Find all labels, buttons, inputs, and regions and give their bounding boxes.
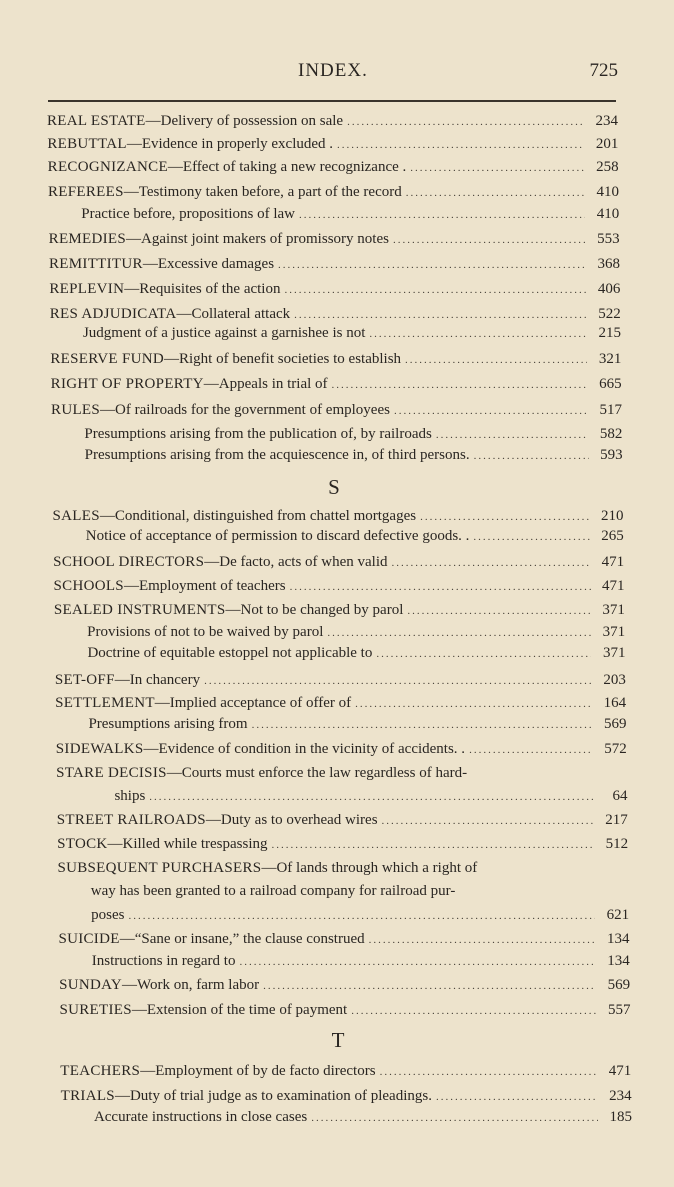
entry-description: —In chancery (114, 672, 201, 688)
dot-leader (355, 698, 592, 710)
entry-heading: SCHOOL DIRECTORS (53, 554, 205, 570)
entry-text (54, 578, 286, 595)
entry-heading: REMEDIES (48, 231, 127, 247)
entry-heading: RESERVE FUND (50, 351, 164, 367)
dot-leader (406, 187, 585, 199)
entry-description: poses (91, 907, 125, 923)
dot-leader (272, 839, 595, 851)
entry-text (56, 741, 465, 758)
entry-page-number: 164 (603, 695, 627, 711)
entry-page-number: 569 (603, 716, 627, 732)
entry-description: —Killed while trespassing (107, 836, 268, 852)
dot-leader (311, 1112, 598, 1124)
entry-text (47, 136, 333, 153)
entry-page-number: 265 (601, 528, 624, 544)
entry-description: Notice of acceptance of permission to discard defective goods. . (85, 528, 470, 544)
entry-description: —Effect of taking a new recognizance . (167, 159, 407, 175)
entry-text (57, 812, 378, 829)
entry-text (94, 1109, 307, 1126)
header-rule (48, 100, 616, 102)
dot-leader (369, 934, 596, 946)
entry-description: Doctrine of equitable estoppel not applicable to (87, 645, 373, 661)
entry-text (59, 1002, 347, 1019)
index-entry (49, 281, 620, 301)
entry-description: ships (114, 788, 146, 804)
entry-page-number: 134 (606, 931, 630, 947)
entry-heading: STOCK (57, 836, 108, 852)
dot-leader (392, 557, 591, 569)
page-number: 725 (589, 60, 618, 81)
entry-text (57, 860, 628, 877)
entry-page-number: 553 (597, 231, 620, 247)
entry-heading: TEACHERS (60, 1063, 141, 1079)
entry-text (49, 281, 280, 298)
entry-page-number: 582 (599, 426, 623, 442)
entry-description: —Conditional, distinguished from chattel mortgages (99, 508, 417, 524)
entry-text (49, 256, 274, 273)
entry-text (61, 1088, 432, 1105)
entry-text (87, 624, 323, 641)
entry-description: —Excessive damages (142, 256, 275, 272)
entry-heading: SURETIES (59, 1002, 132, 1018)
entry-text (88, 716, 247, 733)
index-entry (50, 306, 621, 326)
index-entry (53, 554, 624, 574)
entry-page-number: 572 (604, 741, 627, 757)
entry-text (86, 528, 470, 545)
entry-description: Accurate instructions in close cases (93, 1109, 308, 1125)
index-entry (84, 426, 622, 446)
entry-page-number: 569 (607, 977, 631, 993)
index-entry (48, 159, 619, 179)
index-entry (55, 672, 626, 692)
entry-page-number: 517 (599, 402, 623, 418)
entry-page-number: 201 (595, 136, 619, 152)
entry-description: Presumptions arising from (88, 716, 248, 732)
index-entry (57, 812, 628, 832)
entry-heading: REPLEVIN (49, 281, 125, 297)
index-entry (47, 113, 618, 133)
dot-leader (299, 209, 585, 221)
entry-heading: RIGHT OF PROPERTY (50, 376, 204, 392)
entry-page-number: 471 (608, 1063, 632, 1079)
dot-leader (420, 511, 589, 523)
entry-description: —Duty of trial judge as to examination of pleadings. (114, 1088, 432, 1104)
entry-text (55, 695, 351, 712)
entry-text (47, 113, 343, 130)
dot-leader (394, 405, 588, 417)
entry-description: Provisions of not to be waived by parol (87, 624, 324, 640)
index-entry (48, 184, 619, 204)
index-entry (91, 883, 629, 903)
entry-page-number: 406 (597, 281, 621, 297)
entry-text (54, 602, 404, 619)
entry-description: —Right of benefit societies to establish (164, 351, 402, 367)
dot-leader (405, 354, 587, 366)
entry-heading: SUICIDE (58, 931, 120, 947)
entry-heading: SUNDAY (59, 977, 123, 993)
dot-leader (473, 531, 589, 543)
entry-description: —Requisites of the action (124, 281, 281, 297)
index-entry (88, 716, 626, 736)
entry-page-number: 258 (596, 159, 619, 175)
dot-leader (128, 910, 595, 922)
entry-page-number: 410 (596, 206, 620, 222)
entry-description: —“Sane or insane,” the clause construed (119, 931, 365, 947)
dot-leader (436, 429, 589, 441)
entry-page-number: 371 (602, 602, 625, 618)
entry-description: Presumptions arising from the acquiescence in, of third persons. (84, 447, 470, 463)
entry-heading: SUBSEQUENT PURCHASERS (57, 860, 262, 876)
entry-description: —Against joint makers of promissory notes (126, 231, 389, 247)
entry-description: —Implied acceptance of offer of (154, 695, 352, 711)
index-entry (49, 231, 620, 251)
entry-heading: STARE DECISIS (56, 765, 167, 781)
entry-heading: REMITTITUR (49, 256, 143, 272)
entry-text (51, 376, 328, 393)
dot-leader (263, 980, 596, 992)
index-entry (54, 602, 625, 622)
index-entry (51, 376, 622, 396)
entry-text (85, 447, 470, 464)
entry-page-number: 665 (599, 376, 622, 392)
entry-page-number: 368 (597, 256, 620, 272)
entry-heading: RECOGNIZANCE (47, 159, 168, 175)
index-entry (60, 1063, 631, 1083)
entry-heading: REFEREES (47, 184, 124, 200)
dot-leader (252, 719, 593, 731)
entry-text (92, 953, 236, 970)
index-entry (57, 836, 628, 856)
index-entry (53, 508, 624, 528)
entry-description: —Employment of teachers (123, 578, 286, 594)
entry-text (81, 206, 295, 223)
dot-leader (290, 581, 591, 593)
entry-description: —Evidence in properly excluded . (126, 136, 334, 152)
dot-leader (382, 815, 594, 827)
entry-description: —Duty as to overhead wires (205, 812, 378, 828)
dot-leader (204, 675, 592, 687)
section-letter: S (328, 475, 340, 499)
entry-description: —Not to be changed by parol (225, 602, 404, 618)
entry-text (53, 554, 387, 571)
index-entry (50, 351, 621, 371)
entry-page-number: 471 (602, 578, 625, 594)
index-entry (54, 578, 625, 598)
index-entry (56, 741, 627, 761)
index-entry (83, 325, 621, 345)
entry-heading: RES ADJUDICATA (49, 306, 177, 322)
entry-text (91, 907, 124, 924)
dot-leader (332, 379, 588, 391)
index-entry (86, 528, 624, 548)
entry-description: —Of lands through which a right of (261, 860, 478, 876)
dot-leader (474, 450, 589, 462)
entry-heading: SETTLEMENT (55, 695, 155, 711)
entry-page-number: 557 (607, 1002, 631, 1018)
entry-description: —Testimony taken before, a part of the record (123, 184, 402, 200)
index-entry (59, 1002, 630, 1022)
entry-description: —Employment of by de facto directors (140, 1063, 376, 1079)
entry-heading: SEALED INSTRUMENTS (53, 602, 226, 618)
index-entry (47, 136, 618, 156)
index-entry (51, 402, 622, 422)
entry-text (50, 306, 290, 323)
entry-text (59, 977, 259, 994)
entry-page-number: 371 (602, 624, 626, 640)
dot-leader (369, 328, 587, 340)
entry-description: way has been granted to a railroad company for railroad pur- (90, 883, 456, 899)
entry-text (87, 645, 372, 662)
dot-leader (351, 1005, 596, 1017)
entry-description: Instructions in regard to (91, 953, 236, 969)
entry-description: —Delivery of possession on sale (145, 113, 344, 129)
index-entry (114, 788, 627, 808)
index-entry (85, 447, 623, 467)
index-entry (94, 1109, 632, 1129)
entry-page-number: 234 (595, 113, 618, 129)
entry-heading: SET-OFF (54, 672, 115, 688)
dot-leader (380, 1066, 598, 1078)
entry-text (114, 788, 145, 805)
entry-text (53, 508, 417, 525)
dot-leader (327, 627, 591, 639)
entry-description: —Appeals in trial of (203, 376, 328, 392)
entry-page-number: 471 (601, 554, 625, 570)
dot-leader (278, 259, 586, 271)
entry-heading: SIDEWALKS (55, 741, 144, 757)
dot-leader (376, 648, 591, 660)
entry-page-number: 203 (603, 672, 626, 688)
entry-page-number: 217 (605, 812, 628, 828)
entry-text (50, 351, 401, 368)
entry-page-number: 512 (605, 836, 629, 852)
entry-description: —Courts must enforce the law regardless of hard- (166, 765, 468, 781)
dot-leader (337, 139, 584, 151)
dot-leader (469, 744, 593, 756)
entry-heading: RULES (51, 402, 101, 418)
entry-heading: STREET RAILROADS (56, 812, 206, 828)
entry-text (48, 159, 407, 176)
index-entry (58, 931, 629, 951)
entry-text (49, 231, 389, 248)
entry-page-number: 621 (606, 907, 630, 923)
entry-page-number: 321 (598, 351, 622, 367)
index-entry (87, 645, 625, 665)
entry-text (84, 426, 431, 443)
entry-heading: REBUTTAL (47, 136, 127, 152)
index-entry (59, 977, 630, 997)
running-title: INDEX. (298, 60, 368, 81)
entry-page-number: 410 (596, 184, 619, 200)
entry-text (83, 325, 365, 342)
entry-description: —Of railroads for the government of employees (100, 402, 390, 418)
entry-page-number: 522 (598, 306, 621, 322)
entry-description: —Evidence of condition in the vicinity of accidents. . (143, 741, 466, 757)
entry-text (48, 184, 402, 201)
entry-page-number: 593 (600, 447, 623, 463)
dot-leader (347, 116, 584, 128)
dot-leader (410, 162, 584, 174)
dot-leader (393, 234, 586, 246)
entry-page-number: 134 (607, 953, 630, 969)
section-letter: T (331, 1028, 345, 1052)
entry-page-number: 234 (609, 1088, 632, 1104)
index-entry (91, 907, 629, 927)
entry-description: —De facto, acts of when valid (204, 554, 388, 570)
index-entry (87, 624, 625, 644)
dot-leader (239, 956, 595, 968)
entry-text (91, 883, 629, 900)
page-header (40, 60, 618, 88)
entry-text (58, 931, 364, 948)
entry-description: —Work on, farm labor (122, 977, 260, 993)
entry-page-number: 210 (601, 508, 624, 524)
index-entry (92, 953, 630, 973)
entry-page-number: 185 (609, 1109, 632, 1125)
dot-leader (407, 605, 590, 617)
index-entry (61, 1088, 632, 1108)
index-entry (55, 695, 626, 715)
entry-heading: REAL ESTATE (47, 113, 146, 129)
index-entry (81, 206, 619, 226)
entry-heading: SALES (52, 508, 100, 524)
dot-leader (149, 791, 593, 803)
entry-text (60, 1063, 375, 1080)
dot-leader (294, 309, 587, 321)
index-entry (49, 256, 620, 276)
entry-text (55, 672, 200, 689)
entry-text (51, 402, 390, 419)
index-entry (57, 860, 628, 880)
dot-leader (284, 284, 586, 296)
entry-description: Presumptions arising from the publication of, by railroads (84, 426, 432, 442)
entry-description: —Extension of the time of payment (131, 1002, 348, 1018)
dot-leader (436, 1091, 598, 1103)
entry-text (56, 765, 627, 782)
entry-page-number: 64 (612, 788, 628, 804)
entry-description: —Collateral attack (176, 306, 291, 322)
entry-text (57, 836, 267, 853)
index-entry (56, 765, 627, 785)
entry-description: Judgment of a justice against a garnishee is not (82, 325, 366, 341)
entry-heading: TRIALS (60, 1088, 115, 1104)
entry-description: Practice before, propositions of law (81, 206, 295, 222)
entry-page-number: 371 (602, 645, 626, 661)
entry-heading: SCHOOLS (53, 578, 124, 594)
entry-page-number: 215 (598, 325, 621, 341)
